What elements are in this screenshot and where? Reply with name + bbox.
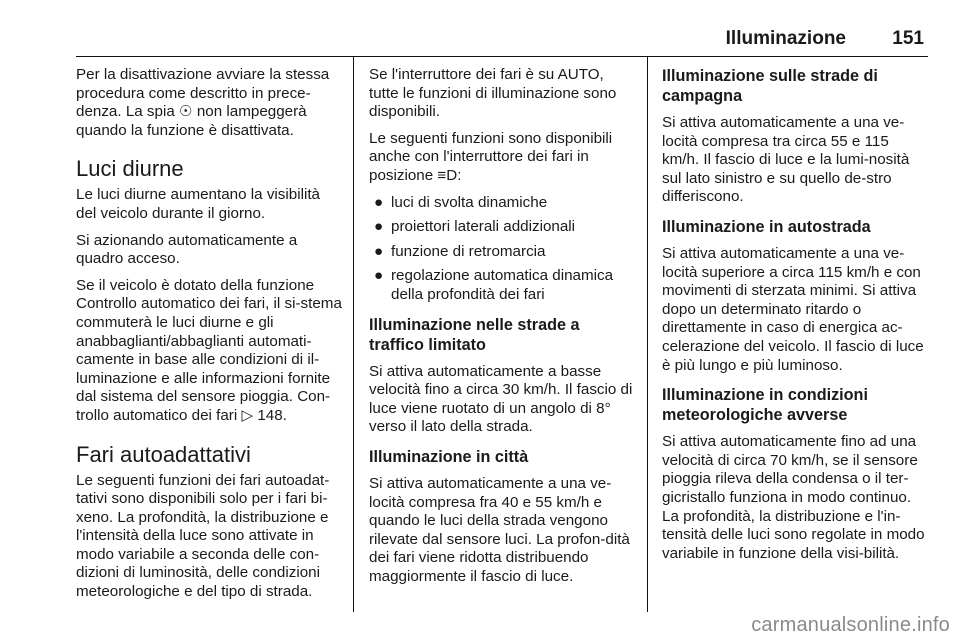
column-1 [76, 66, 344, 610]
luci-paragraph-1: Le luci diurne aumentano la visibilità del veicolo durante il giorno. [76, 186, 320, 222]
list-item [369, 267, 637, 304]
list-item-text: regolazione automatica dinamica della profondità dei fari [391, 267, 614, 303]
heading-campagna: Illuminazione sulle strade di campagna [662, 67, 878, 105]
fari-paragraph: Le seguenti funzioni dei fari autoadat-tativi sono disponibili solo per i fari bi-xeno. La profondità, la distribuzione e l'intensità della luce sono attivate in modo variabile a seconda delle con-dizioni di luminosità, delle condizioni meteorologiche e del tipo di strada. [76, 471, 330, 601]
header-rule [76, 56, 928, 57]
heading-citta: Illuminazione in città [369, 447, 529, 466]
bullet-icon: ● [374, 267, 384, 285]
column-3 [662, 66, 928, 571]
bullet-icon: ● [374, 242, 384, 260]
posizione-paragraph: Le seguenti funzioni sono disponibili anche con l'interruttore dei fari in posizione ≡D: [369, 129, 613, 184]
bullet-icon: ● [374, 218, 384, 236]
heading-traffico-limitato: Illuminazione nelle strade a traffico limitato [369, 315, 580, 354]
column-divider-2 [647, 56, 648, 612]
heading-autostrada: Illuminazione in autostrada [662, 217, 871, 236]
page-number: 151 [892, 28, 924, 49]
list-item-text: luci di svolta dinamiche [391, 193, 548, 211]
list-item-text: proiettori laterali addizionali [391, 218, 576, 236]
traffico-paragraph: Si attiva automaticamente a basse velocità fino a circa 30 km/h. Il fascio di luce viene ruotato di un angolo di 8° verso il lato della strada. [369, 362, 633, 436]
heading-meteo: Illuminazione in condizioni meteorologiche avverse [662, 386, 868, 425]
column-2 [369, 66, 637, 594]
campagna-paragraph: Si attiva automaticamente a una ve-locità compresa tra circa 55 e 115 km/h. Il fascio di luce e la lumi-nosità sul lato sinistro e su quello de-stro differiscono. [662, 114, 910, 206]
citta-paragraph: Si attiva automaticamente a una ve-locità compresa fra 40 e 55 km/h e quando le luci della strada vengono rilevate dal sensore luci. La profon-dità dei fari viene ridotta distribuendo maggiormente il fascio di luce. [369, 474, 630, 585]
heading-luci-diurne: Luci diurne [76, 156, 184, 182]
luci-paragraph-3: Se il veicolo è dotato della funzione Controllo automatico dei fari, il si-stema commuterà le luci diurne e gli anabbaglianti/abbaglianti automati-camente in base alle condizioni di il-luminazione e alle informazioni fornite dal sistema del sensore pioggia. Con-trollo automatico dei fari ▷ 148. [76, 276, 342, 424]
list-item [369, 218, 637, 237]
functions-list [369, 194, 637, 305]
column-divider-1 [353, 56, 354, 612]
auto-paragraph: Se l'interruttore dei fari è su AUTO, tutte le funzioni di illuminazione sono disponibili. [369, 66, 617, 121]
watermark: carmanualsonline.info [751, 614, 950, 636]
page-header [76, 24, 924, 58]
running-title: Illuminazione [725, 28, 846, 49]
list-item [369, 243, 637, 262]
autostrada-paragraph: Si attiva automaticamente a una ve-locità superiore a circa 115 km/h e con movimenti di sterzata minimi. Si attiva dopo un determinato ritardo o direttamente in caso di energica ac-celerazione del veicolo. Il fascio di luce è più lungo e più luminoso. [662, 244, 924, 374]
bullet-icon: ● [374, 193, 384, 211]
luci-paragraph-2: Si azionando automaticamente a quadro acceso. [76, 231, 298, 268]
list-item [369, 194, 637, 213]
heading-fari-autoadattativi: Fari autoadattativi [76, 441, 251, 467]
intro-paragraph: Per la disattivazione avviare la stessa procedura come descritto in prece-denza. La spia ☉ non lampeggerà quando la funzione è disattivata. [76, 66, 330, 139]
meteo-paragraph: Si attiva automaticamente fino ad una velocità di circa 70 km/h, se il sensore pioggia rileva della condensa o il ter-gicristallo funziona in modo continuo. La profondità, la distribuzione e l'in-tensità delle luci sono regolate in modo variabile in funzione della visi-bilità. [662, 433, 925, 562]
list-item-text: funzione di retromarcia [391, 242, 546, 260]
